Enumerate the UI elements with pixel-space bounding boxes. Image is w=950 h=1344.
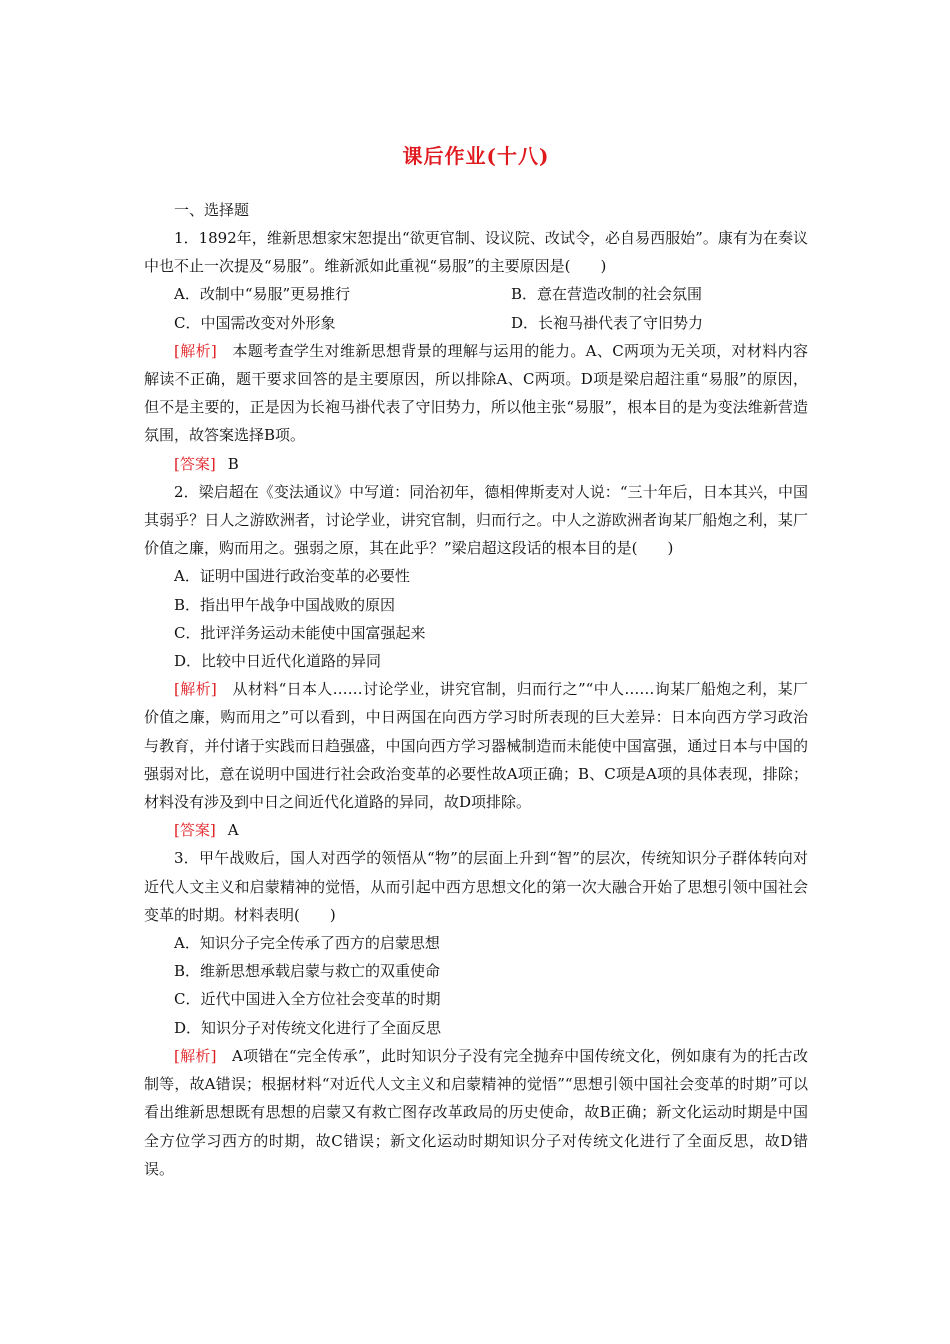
option-d: D．知识分子对传统文化进行了全面反思	[174, 1018, 442, 1037]
question-stem: 3．甲午战败后，国人对西学的领悟从“物”的层面上升到“智”的层次，传统知识分子群体转向对近代人文主义和启蒙精神的觉悟，从而引起中西方思想文化的第一次大融合开始了思想引领中国社会变革的时期。材料表明( )	[144, 849, 808, 924]
document-page	[144, 140, 808, 1183]
question-stem: 1．1892年，维新思想家宋恕提出“欲更官制、设议院、改试令，必自易西服始”。康有为在奏议中也不止一次提及“易服”。维新派如此重视“易服”的主要原因是( )	[144, 229, 808, 276]
analysis-tag: [解析]	[174, 341, 217, 360]
question-1	[144, 224, 808, 478]
option-c: C．近代中国进入全方位社会变革的时期	[174, 990, 441, 1009]
question-3	[144, 844, 808, 1182]
question-2	[144, 478, 808, 845]
page-title: 课后作业(十八)	[402, 144, 550, 168]
options	[144, 280, 808, 336]
answer	[144, 450, 808, 478]
option-a: A．改制中“易服”更易推行	[174, 285, 351, 304]
answer-tag: [答案]	[174, 454, 216, 473]
option-d: D．长袍马褂代表了守旧势力	[511, 313, 704, 332]
analysis	[144, 1042, 808, 1183]
option-c: C．中国需改变对外形象	[174, 313, 336, 332]
answer-value: A	[227, 821, 239, 840]
option-a: A．证明中国进行政治变革的必要性	[174, 567, 410, 586]
analysis	[144, 337, 808, 450]
analysis-tag: [解析]	[174, 680, 217, 699]
options	[144, 562, 808, 675]
section-heading: 一、选择题	[174, 201, 250, 219]
analysis-text: 本题考查学生对维新思想背景的理解与运用的能力。A、C两项为无关项，对材料内容解读不正确，题干要求回答的是主要原因，所以排除A、C两项。D项是梁启超注重“易服”的原因，但不是主要的，正是因为长袍马褂代表了守旧势力，所以他主张“易服”，根本目的是为变法维新营造氛围，故答案选择B项。	[144, 341, 808, 445]
analysis-tag: [解析]	[174, 1046, 217, 1065]
answer-tag: [答案]	[174, 821, 216, 840]
option-b: B．指出甲午战争中国战败的原因	[174, 595, 396, 614]
option-a: A．知识分子完全传承了西方的启蒙思想	[174, 934, 440, 953]
answer	[144, 816, 808, 844]
answer-value: B	[227, 454, 239, 473]
question-stem: 2．梁启超在《变法通议》中写道：同治初年，德相俾斯麦对人说：“三十年后，日本其兴，中国其弱乎？日人之游欧洲者，讨论学业，讲究官制，归而行之。中人之游欧洲者询某厂船炮之利，某厂价值之廉，购而用之。强弱之原，其在此乎？”梁启超这段话的根本目的是( )	[144, 482, 808, 558]
option-b: B．维新思想承载启蒙与救亡的双重使命	[174, 962, 441, 981]
analysis-text: A项错在“完全传承”，此时知识分子没有完全抛弃中国传统文化，例如康有为的托古改制等，故A错误；根据材料“对近代人文主义和启蒙精神的觉悟”“思想引领中国社会变革的时期”可以看出维新思想既有思想的启蒙又有救亡图存改革政局的历史使命，故B正确；新文化运动时期是中国全方位学习西方的时期，故C错误；新文化运动时期知识分子对传统文化进行了全面反思，故D错误。	[144, 1046, 808, 1178]
option-d: D．比较中日近代化道路的异同	[174, 652, 382, 671]
analysis	[144, 675, 808, 816]
analysis-text: 从材料“日本人……讨论学业，讲究官制，归而行之”“中人……询某厂船炮之利，某厂价值之廉，购而用之”可以看到，中日两国在向西方学习时所表现的巨大差异：日本向西方学习政治与教育，并付诸于实践而日趋强盛，中国向西方学习器械制造而未能使中国富强，通过日本与中国的强弱对比，意在说明中国进行社会政治变革的必要性故A项正确；B、C项是A项的具体表现，排除；材料没有涉及到中日之间近代化道路的异同，故D项排除。	[144, 680, 808, 812]
options	[144, 929, 808, 1042]
option-c: C．批评洋务运动未能使中国富强起来	[174, 623, 426, 642]
option-b: B．意在营造改制的社会氛围	[511, 285, 703, 304]
